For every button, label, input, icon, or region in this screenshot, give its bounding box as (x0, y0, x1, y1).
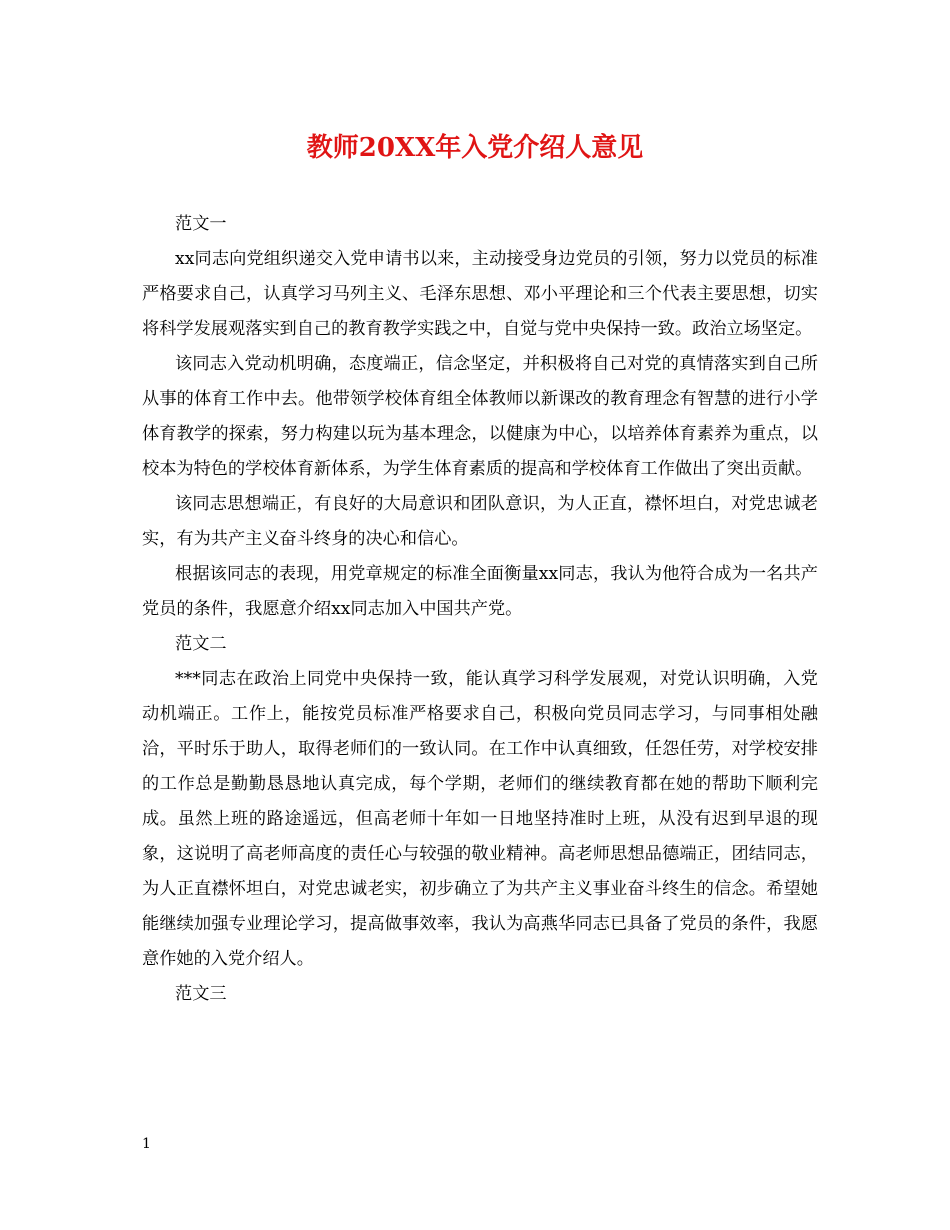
paragraph: ***同志在政治上同党中央保持一致，能认真学习科学发展观，对党认识明确，入党动机端正。工作上，能按党员标准严格要求自己，积极向党员同志学习，与同事相处融洽，平时乐于助人，取得老师们的一致认同。在工作中认真细致，任怨任劳，对学校安排的工作总是勤勤恳恳地认真完成，每个学期，老师们的继续教育都在她的帮助下顺利完成。虽然上班的路途遥远，但高老师十年如一日地坚持准时上班，从没有迟到早退的现象，这说明了高老师高度的责任心与较强的敬业精神。高老师思想品德端正，团结同志，为人正直襟怀坦白，对党忠诚老实，初步确立了为共产主义事业奋斗终生的信念。希望她能继续加强专业理论学习，提高做事效率，我认为高燕华同志已具备了党员的条件，我愿意作她的入党介绍人。 (142, 669, 818, 969)
paragraph: 根据该同志的表现，用党章规定的标准全面衡量xx同志，我认为他符合成为一名共产党员的条件，我愿意介绍xx同志加入中国共产党。 (142, 564, 818, 619)
page-title: 教师20XX年入党介绍人意见 (306, 133, 644, 163)
section-label-1: 范文一 (175, 214, 227, 234)
section-label-3: 范文三 (175, 984, 227, 1004)
document-body (142, 207, 818, 1012)
page-number: 1 (142, 1136, 151, 1152)
paragraph: 该同志入党动机明确，态度端正，信念坚定，并积极将自己对党的真情落实到自己所从事的体育工作中去。他带领学校体育组全体教师以新课改的教育理念有智慧的进行小学体育教学的探索，努力构建以玩为基本理念，以健康为中心，以培养体育素养为重点，以校本为特色的学校体育新体系，为学生体育素质的提高和学校体育工作做出了突出贡献。 (142, 354, 818, 479)
section-label-2: 范文二 (175, 634, 227, 654)
paragraph: xx同志向党组织递交入党申请书以来，主动接受身边党员的引领，努力以党员的标准严格要求自己，认真学习马列主义、毛泽东思想、邓小平理论和三个代表主要思想，切实将科学发展观落实到自己的教育教学实践之中，自觉与党中央保持一致。政治立场坚定。 (142, 249, 818, 339)
paragraph: 该同志思想端正，有良好的大局意识和团队意识，为人正直，襟怀坦白，对党忠诚老实，有为共产主义奋斗终身的决心和信心。 (142, 494, 818, 549)
